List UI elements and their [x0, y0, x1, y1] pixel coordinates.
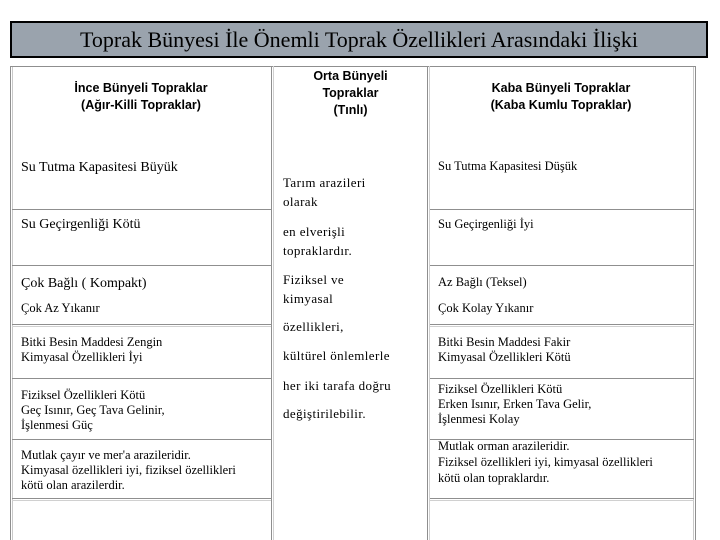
row-divider [12, 378, 271, 379]
cell-text: İşlenmesi Güç [21, 418, 93, 432]
column-divider [273, 66, 274, 540]
column-divider [427, 66, 428, 540]
cell-text: olarak [283, 194, 318, 209]
cell-text: Kimyasal Özellikleri İyi [21, 350, 143, 364]
row-divider [430, 324, 694, 325]
title-bar [10, 21, 708, 58]
row-divider [12, 439, 271, 440]
header-coarse-texture [450, 80, 672, 114]
header-line: İnce Bünyeli Topraklar [74, 81, 208, 95]
page-title: Toprak Bünyesi İle Önemli Toprak Özellikleri Arasındaki İlişki [79, 26, 638, 52]
cell-text: Mutlak çayır ve mer'a arazileridir. [21, 448, 191, 462]
cell-text: Tarım arazileri [283, 175, 366, 190]
cell-text: Kimyasal özellikleri iyi, fiziksel özellikleri [21, 463, 236, 477]
cell-text: Fiziksel özellikleri iyi, kimyasal özellikleri [438, 455, 653, 469]
cell-text: İşlenmesi Kolay [438, 412, 520, 426]
cell-text: Bitki Besin Maddesi Fakir [438, 335, 571, 349]
cell-text: Kimyasal Özellikleri Kötü [438, 350, 571, 364]
row-divider [12, 209, 271, 210]
row-divider [430, 498, 694, 499]
cell-text: topraklardır. [283, 243, 353, 258]
header-line: Topraklar [322, 86, 379, 100]
row-divider [12, 265, 271, 266]
cell-text: Su Tutma Kapasitesi Düşük [438, 159, 578, 173]
cell-text: kötü olan arazilerdir. [21, 478, 125, 492]
row-divider [12, 324, 271, 325]
cell-text: Su Geçirgenliği İyi [438, 217, 534, 231]
row-divider [430, 500, 694, 501]
cell-text: en elverişli [283, 224, 346, 239]
cell-text: özellikleri, [283, 319, 344, 334]
column-divider [271, 66, 272, 540]
header-line: (Tınlı) [333, 103, 368, 117]
cell-text: her iki tarafa doğru [283, 378, 391, 393]
header-line: Kaba Bünyeli Topraklar [491, 81, 631, 95]
cell-text: Erken Isınır, Erken Tava Gelir, [438, 397, 592, 411]
cell-text: Çok Kolay Yıkanır [438, 301, 534, 315]
cell-text: Su Geçirgenliği Kötü [21, 217, 141, 232]
cell-text: Geç Isınır, Geç Tava Gelinir, [21, 403, 165, 417]
row-divider [430, 378, 694, 379]
header-line: Orta Bünyeli [313, 69, 388, 83]
header-fine-texture [32, 80, 250, 114]
cell-text: Fiziksel Özellikleri Kötü [438, 382, 563, 396]
cell-text: Çok Az Yıkanır [21, 301, 100, 315]
row-divider [12, 500, 271, 501]
cell-text: Mutlak orman arazileridir. [438, 439, 570, 453]
cell-text: Su Tutma Kapasitesi Büyük [21, 160, 178, 175]
row-divider [430, 326, 694, 327]
row-divider [12, 498, 271, 499]
row-divider [12, 326, 271, 327]
row-divider [430, 209, 694, 210]
cell-text: kötü olan topraklardır. [438, 471, 550, 485]
cell-text: Bitki Besin Maddesi Zengin [21, 335, 163, 349]
cell-text: Çok Bağlı ( Kompakt) [21, 276, 147, 291]
cell-text: kimyasal [283, 291, 334, 306]
header-line: (Kaba Kumlu Topraklar) [490, 98, 632, 112]
cell-text: değiştirilebilir. [283, 406, 366, 421]
cell-text: Fiziksel Özellikleri Kötü [21, 388, 146, 402]
cell-text: Fiziksel ve [283, 272, 345, 287]
row-divider [430, 265, 694, 266]
cell-text: kültürel önlemlerle [283, 348, 390, 363]
cell-text: Az Bağlı (Teksel) [438, 275, 527, 289]
header-line: (Ağır-Killi Topraklar) [81, 98, 201, 112]
column-divider [429, 66, 430, 540]
header-medium-texture [274, 68, 427, 119]
